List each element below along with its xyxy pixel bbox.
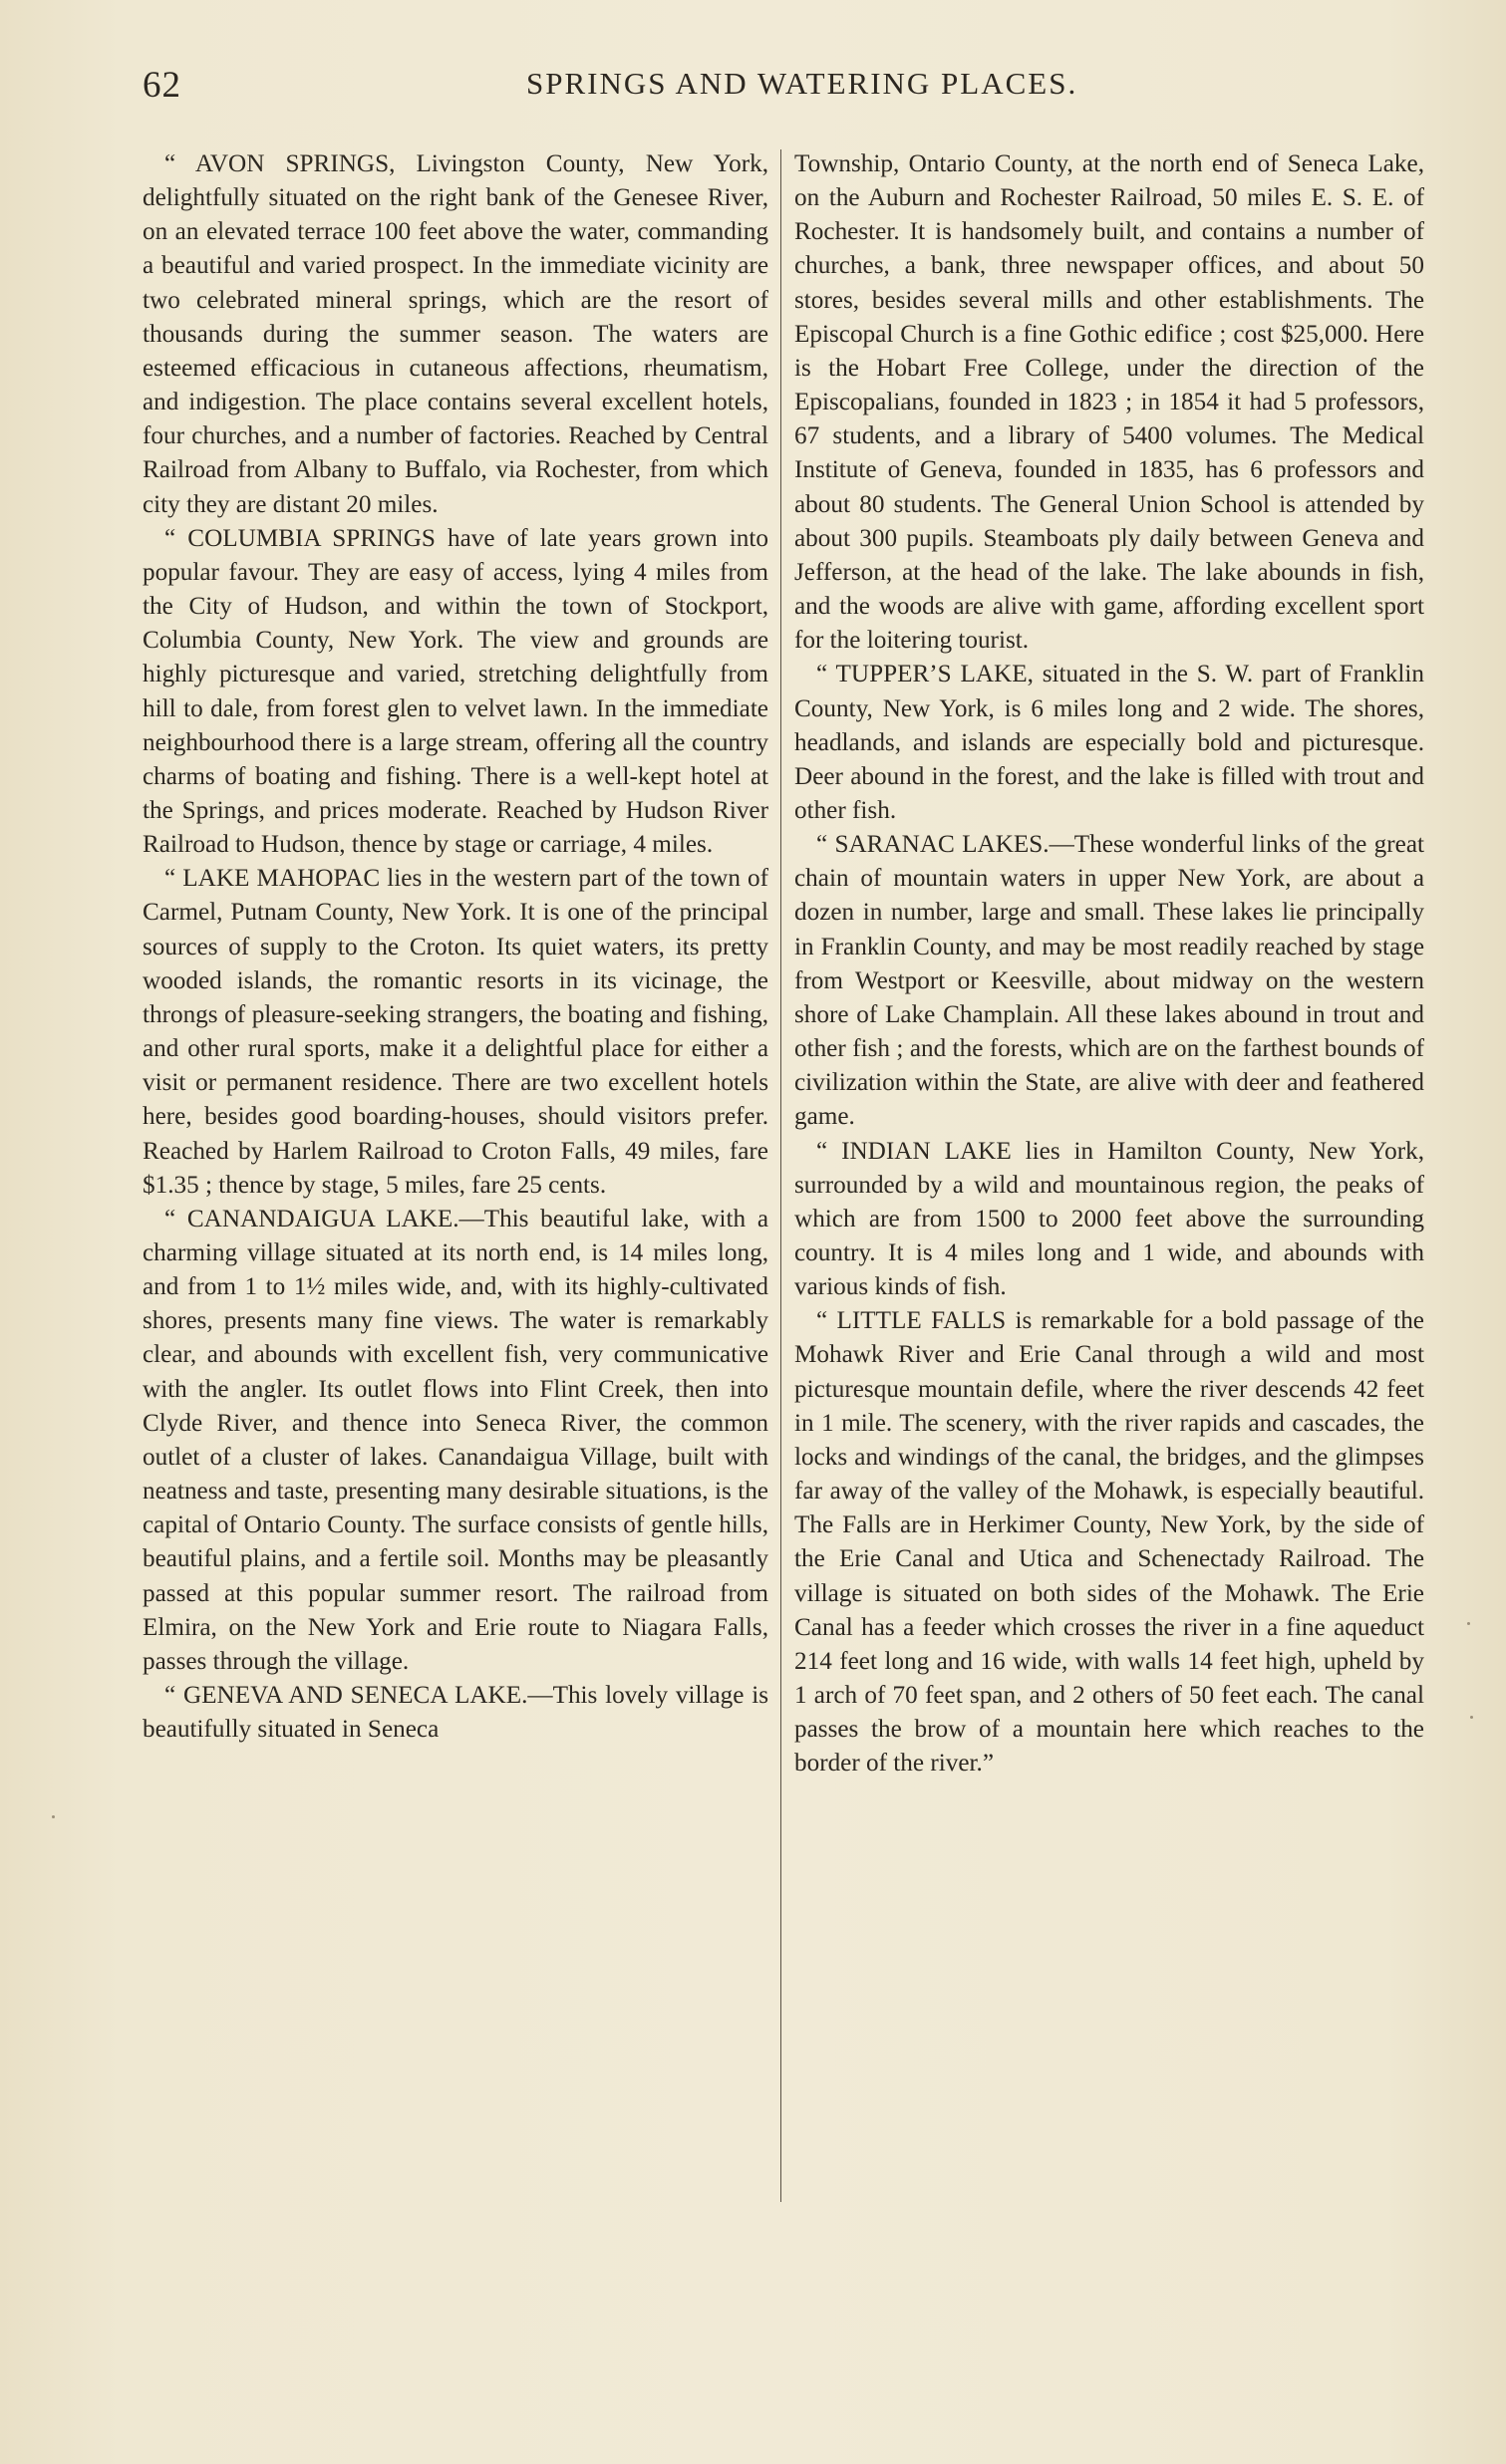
paper-speck: [52, 1815, 55, 1818]
page-number: 62: [143, 65, 181, 106]
entry-geneva-continued: Township, Ontario County, at the north end of Seneca Lake, on the Auburn and Rochester Railroad, 50 miles E. S. E. of Rochester. It is handsomely built, and contains a number of churches, a bank, three newspaper offices, and about 50 stores, besides several mills and other establishments. The Episcopal Church is a fine Gothic edifice ; cost $25,000. Here is the Hobart Free College, under the direction of the Episcopalians, founded in 1823 ; in 1854 it had 5 professors, 67 students, and a library of 5400 volumes. The Medical Institute of Geneva, founded in 1835, has 6 professors and about 80 students. The General Union School is attended by about 300 pupils. Steamboats ply daily between Geneva and Jefferson, at the head of the lake. The lake abounds in fish, and the woods are alive with game, affording excellent sport for the loitering tourist.: [794, 150, 1424, 655]
entry-lake-mahopac: “ LAKE MAHOPAC lies in the western part of the town of Carmel, Putnam County, New York. It is one of the principal sources of supply to the Croton. Its quiet waters, its pretty wooded islands, the romantic resorts in its vicinage, the throngs of pleasure-seeking strangers, the boating and fishing, and other rural sports, make it a delightful place for either a visit or permanent residence. There are two excellent hotels here, besides good boarding-houses, should visitors prefer. Reached by Harlem Railroad to Croton Falls, 49 miles, fare $1.35 ; thence by stage, 5 miles, fare 25 cents.: [143, 865, 768, 1199]
paper-speck: [1467, 1622, 1470, 1625]
entry-geneva-seneca-lake: “ GENEVA AND SENECA LAKE.—This lovely village is beautifully situated in Seneca: [143, 1682, 768, 1744]
entry-canandaigua-lake: “ CANANDAIGUA LAKE.—This beautiful lake, with a charming village situated at its north end, is 14 miles long, and from 1 to 1½ miles wide, and, with its highly-cultivated shores, presents many fine views. The water is remarkably clear, and abounds with excellent fish, very communicative with the angler. Its outlet flows into Flint Creek, then into Clyde River, and thence into Seneca River, the common outlet of a cluster of lakes. Canandaigua Village, built with neatness and taste, presenting many desirable situations, is the capital of Ontario County. The surface consists of gentle hills, beautiful plains, and a fertile soil. Months may be pleasantly passed at this popular summer resort. The railroad from Elmira, on the New York and Erie route to Niagara Falls, passes through the village.: [143, 1205, 768, 1675]
left-column: [143, 147, 768, 1747]
column-divider: [780, 149, 781, 2202]
running-title: SPRINGS AND WATERING PLACES.: [526, 66, 1078, 101]
entry-saranac-lakes: “ SARANAC LAKES.—These wonderful links of the great chain of mountain waters in upper New York, are about a dozen in number, large and small. These lakes lie principally in Franklin County, and may be most readily reached by stage from Westport or Keesville, about midway on the western shore of Lake Champlain. All these lakes abound in trout and other fish ; and the forests, which are on the farthest bounds of civilization within the State, are alive with deer and feathered game.: [794, 831, 1424, 1131]
entry-avon-springs: “ AVON SPRINGS, Livingston County, New York, delightfully situated on the right bank of the Genesee River, on an elevated terrace 100 feet above the water, commanding a beautiful and varied prospect. In the immediate vicinity are two celebrated mineral springs, which are the resort of thousands during the summer season. The waters are esteemed efficacious in cutaneous affections, rheumatism, and indigestion. The place contains several excellent hotels, four churches, and a number of factories. Reached by Central Railroad from Albany to Buffalo, via Rochester, from which city they are distant 20 miles.: [143, 150, 768, 518]
entry-indian-lake: “ INDIAN LAKE lies in Hamilton County, New York, surrounded by a wild and mountainous region, the peaks of which are from 1500 to 2000 feet above the surrounding country. It is 4 miles long and 1 wide, and abounds with various kinds of fish.: [794, 1137, 1424, 1301]
entry-tuppers-lake: “ TUPPER’S LAKE, situated in the S. W. part of Franklin County, New York, is 6 miles long and 2 wide. The shores, headlands, and islands are especially bold and picturesque. Deer abound in the forest, and the lake is filled with trout and other fish.: [794, 661, 1424, 824]
page-header: [143, 64, 1438, 124]
paper-speck: [1470, 1716, 1473, 1719]
entry-columbia-springs: “ COLUMBIA SPRINGS have of late years grown into popular favour. They are easy of access, lying 4 miles from the City of Hudson, and within the town of Stockport, Columbia County, New York. The view and grounds are highly picturesque and varied, stretching delightfully from hill to dale, from forest glen to velvet lawn. In the immediate neighbourhood there is a large stream, offering all the country charms of boating and fishing. There is a well-kept hotel at the Springs, and prices moderate. Reached by Hudson River Railroad to Hudson, thence by stage or carriage, 4 miles.: [143, 524, 768, 859]
entry-little-falls: “ LITTLE FALLS is remarkable for a bold passage of the Mohawk River and Erie Canal through a wild and most picturesque mountain defile, where the river descends 42 feet in 1 mile. The scenery, with the river rapids and cascades, the locks and windings of the canal, the bridges, and the glimpses far away of the valley of the Mohawk, is especially beautiful. The Falls are in Herkimer County, New York, by the side of the Erie Canal and Utica and Schenectady Railroad. The village is situated on both sides of the Mohawk. The Erie Canal has a feeder which crosses the river in a fine aqueduct 214 feet long and 16 wide, with walls 14 feet high, upheld by 1 arch of 70 feet span, and 2 others of 50 feet each. The canal passes the brow of a mountain here which reaches to the border of the river.”: [794, 1307, 1424, 1778]
right-column: [794, 147, 1424, 1781]
